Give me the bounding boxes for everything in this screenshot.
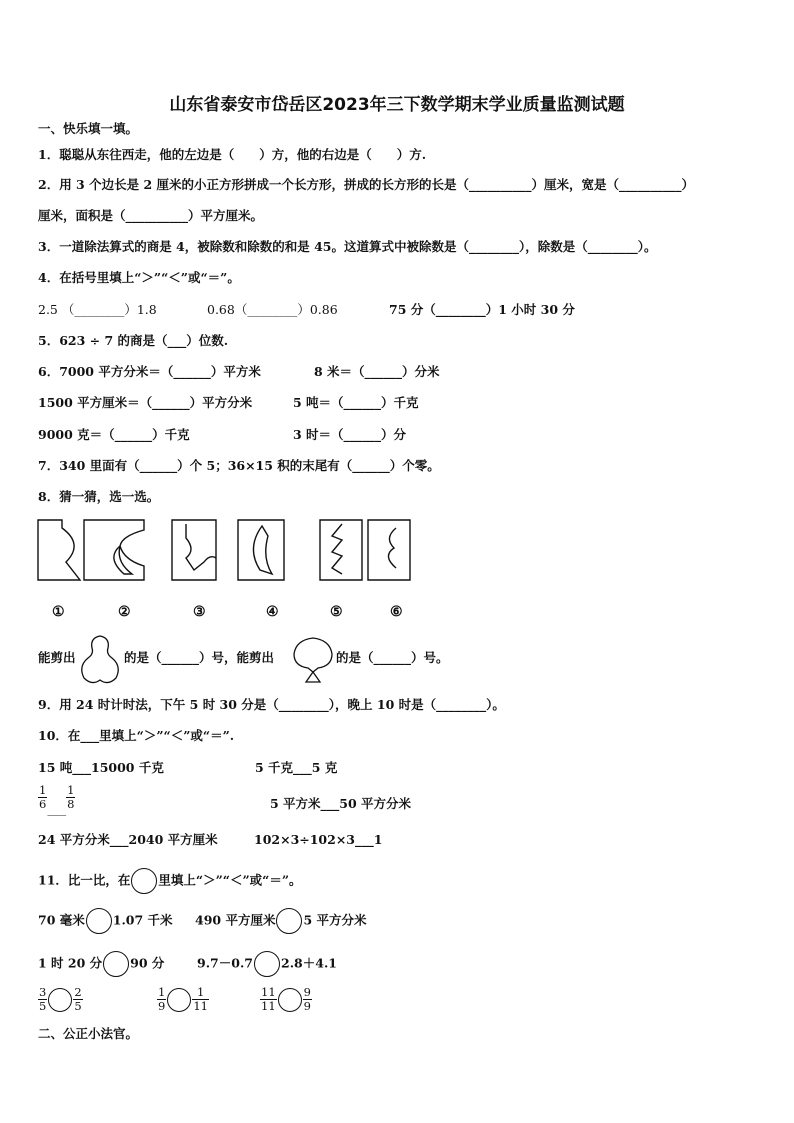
figure-label-5: ⑤ [330, 604, 343, 620]
question-6-item-4: 5 吨＝（______）千克 [293, 395, 419, 410]
question-8-answer-part-3: 的是（______）号。 [336, 650, 449, 665]
question-4-item-3: 75 分（________）1 小时 30 分 [389, 302, 575, 317]
figure-1-folded-paper [38, 520, 80, 580]
question-4: 4．在括号里填上“＞”“＜”或“＝”。 [38, 270, 240, 285]
fraction-one-sixth: $\frac{1}{6}$ [39, 783, 47, 811]
fraction-one-eighth: $\frac{1}{8}$ [67, 783, 75, 811]
figure-4-folded-paper [238, 520, 284, 580]
question-3: 3．一道除法算式的商是 4，被除数和除数的和是 45。这道算式中被除数是（________），除数是（________）。 [38, 239, 657, 254]
figure-label-2: ② [118, 604, 131, 620]
question-10-item-a: 15 吨___15000 千克 [38, 760, 164, 775]
compare-circle [86, 908, 112, 934]
question-11-item-c: 1 时 20 分 90 分 [38, 951, 164, 977]
question-6-item-1: 6．7000 平方分米＝（______）平方米 [38, 364, 261, 379]
question-8-answer-part-2: 的是（______）号，能剪出 [124, 650, 275, 665]
gourd-shape-icon [78, 634, 122, 686]
question-8-answer-part-1: 能剪出 [38, 650, 76, 665]
compare-circle [278, 988, 302, 1012]
compare-circle [254, 951, 280, 977]
question-9: 9．用 24 时计时法，下午 5 时 30 分是（________），晚上 10 时是（________）。 [38, 697, 505, 712]
spade-shape-icon [290, 636, 336, 686]
section-1-heading: 一、快乐填一填。 [38, 121, 139, 136]
compare-circle [48, 988, 72, 1012]
question-10-item-d: 5 平方米___50 平方分米 [270, 796, 412, 811]
question-4-item-2: 0.68（________）0.86 [207, 302, 338, 317]
question-2-line-1: 2．用 3 个边长是 2 厘米的小正方形拼成一个长方形，拼成的长方形的长是（__________）厘米，宽是（__________） [38, 177, 695, 192]
compare-circle [276, 908, 302, 934]
figure-3-folded-paper [172, 520, 216, 580]
figure-6-folded-paper [368, 520, 410, 580]
question-11-item-g: $\frac{1}{9}$ $\frac{1}{11}$ [158, 985, 208, 1013]
figure-2-folded-paper [84, 520, 144, 580]
compare-blank: ___ [47, 801, 67, 816]
question-11-item-d: 9.7－0.7 2.8＋4.1 [197, 951, 337, 977]
figure-label-1: ① [52, 604, 65, 620]
question-11: 11．比一比，在 里填上“＞”“＜”或“＝”。 [38, 868, 302, 894]
compare-circle [103, 951, 129, 977]
question-11-item-f: $\frac{3}{5}$ $\frac{2}{5}$ [39, 985, 82, 1013]
figure-5-folded-paper [320, 520, 362, 580]
figure-label-3: ③ [193, 604, 206, 620]
question-10-item-c [38, 784, 75, 817]
question-11-item-a: 70 毫米 1.07 千米 [38, 908, 173, 934]
question-11-item-h: $\frac{11}{11}$ $\frac{9}{9}$ [261, 985, 311, 1013]
question-10-item-e: 24 平方分米___2040 平方厘米 [38, 832, 218, 847]
figure-label-4: ④ [266, 604, 279, 620]
folded-paper-figures [36, 518, 416, 586]
page-title: 山东省泰安市岱岳区2023年三下数学期末学业质量监测试题 [169, 95, 625, 115]
compare-circle [131, 868, 157, 894]
question-7: 7．340 里面有（______）个 5；36×15 积的末尾有（______）个零。 [38, 458, 440, 473]
question-4-item-1: 2.5 （________）1.8 [38, 302, 157, 317]
compare-circle [167, 988, 191, 1012]
question-10: 10．在___里填上“＞”“＜”或“＝”. [38, 728, 235, 743]
question-10-item-f: 102×3÷102×3___1 [254, 832, 383, 847]
question-2-line-2: 厘米，面积是（__________）平方厘米。 [38, 208, 264, 223]
question-10-item-b: 5 千克___5 克 [255, 760, 338, 775]
question-5: 5．623 ÷ 7 的商是（___）位数. [38, 333, 229, 348]
question-11-item-b: 490 平方厘米 5 平方分米 [195, 908, 367, 934]
figure-label-6: ⑥ [390, 604, 403, 620]
section-2-heading: 二、公正小法官。 [38, 1026, 139, 1041]
question-1: 1．聪聪从东往西走，他的左边是（ ）方，他的右边是（ ）方. [38, 147, 427, 162]
question-6-item-5: 9000 克＝（______）千克 [38, 427, 190, 442]
question-6-item-2: 8 米＝（______）分米 [314, 364, 440, 379]
question-6-item-6: 3 时＝（______）分 [293, 427, 407, 442]
question-8: 8．猜一猜，选一选。 [38, 489, 160, 504]
question-6-item-3: 1500 平方厘米＝（______）平方分米 [38, 395, 253, 410]
